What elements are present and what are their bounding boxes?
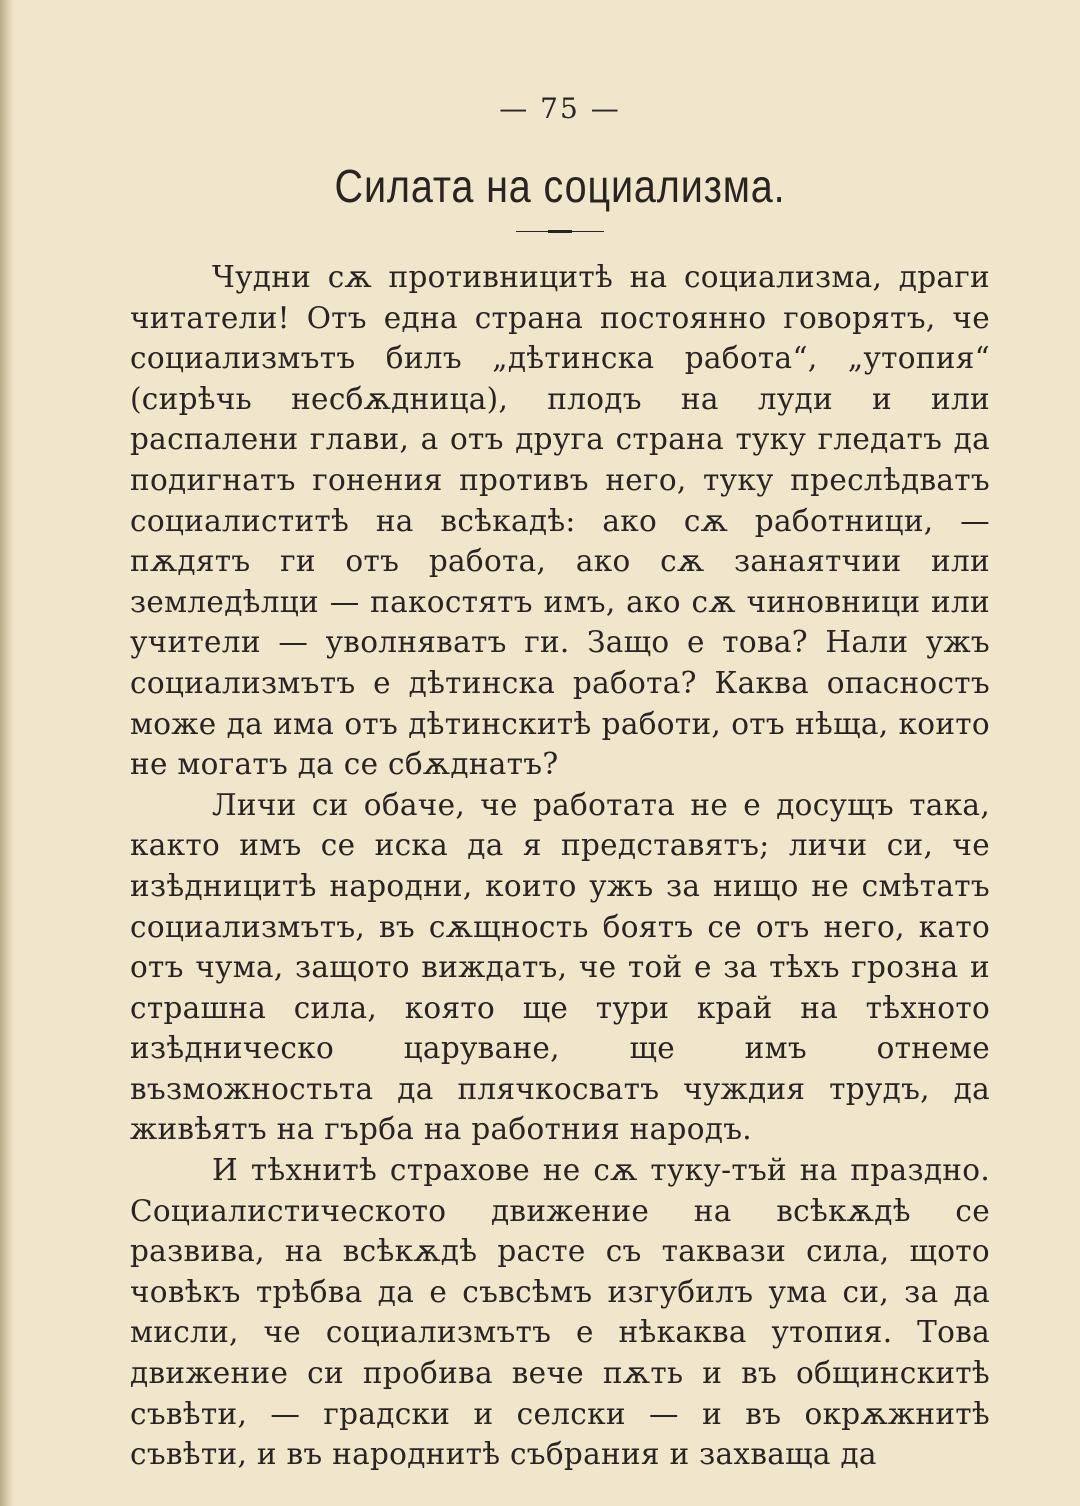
page-edge xyxy=(0,0,14,1506)
paragraph-3: И тѣхнитѣ страхове не сѫ туку-тъй на праздно. Социалистическото движение на всѣкѫдѣ се развива, на всѣкѫдѣ расте съ таквази сила, щото човѣкъ трѣбва да е съвсѣмъ изгубилъ ума си, за да мисли, че социализмътъ е нѣкаква утопия. Това движение си пробива вече пѫть и въ общинскитѣ съвѣти, — градски и селски — и въ окрѫжнитѣ съвѣти, и въ народнитѣ събрания и захваща да xyxy=(130,1153,990,1472)
title-divider xyxy=(516,227,604,235)
book-page xyxy=(130,92,990,1475)
paragraph-1: Чудни сѫ противницитѣ на социализма, драги читатели! Отъ една страна постоянно говорятъ, че социализмътъ билъ „дѣтинска работа“, „утопия“ (сирѣчь несбѫдница), плодъ на луди и или распалени глави, а отъ друга страна туку гледатъ да подигнатъ гонения противъ него, туку преслѣдватъ социалиститѣ на всѣкадѣ: ако сѫ работници, — пѫдятъ ги отъ работа, ако сѫ занаятчии или земледѣлци — пакостятъ имъ, ако сѫ чиновници или учители — уволняватъ ги. Защо е това? Нали ужъ социализмътъ е дѣтинска работа? Каква опасностъ може да има отъ дѣтинскитѣ работи, отъ нѣща, които не могатъ да се сбѫднатъ? xyxy=(130,260,990,782)
chapter-title: Силата на социализма. xyxy=(334,160,786,212)
page-number: — 75 — xyxy=(499,92,621,125)
paragraph-2: Личи си обаче, че работата не е досущъ така, както имъ се иска да я представятъ; личи си, че изѣдницитѣ народни, които ужъ за нищо не смѣтатъ социализмътъ, въ сѫщность боятъ се отъ него, като отъ чума, защото виждатъ, че той е за тѣхъ грозна и страшна сила, която ще тури край на тѣхното изѣдническо царуване, ще имъ отнеме възможностьта да плячкосватъ чуждия трудъ, да живѣятъ на гърба на работния народъ. xyxy=(130,787,990,1147)
